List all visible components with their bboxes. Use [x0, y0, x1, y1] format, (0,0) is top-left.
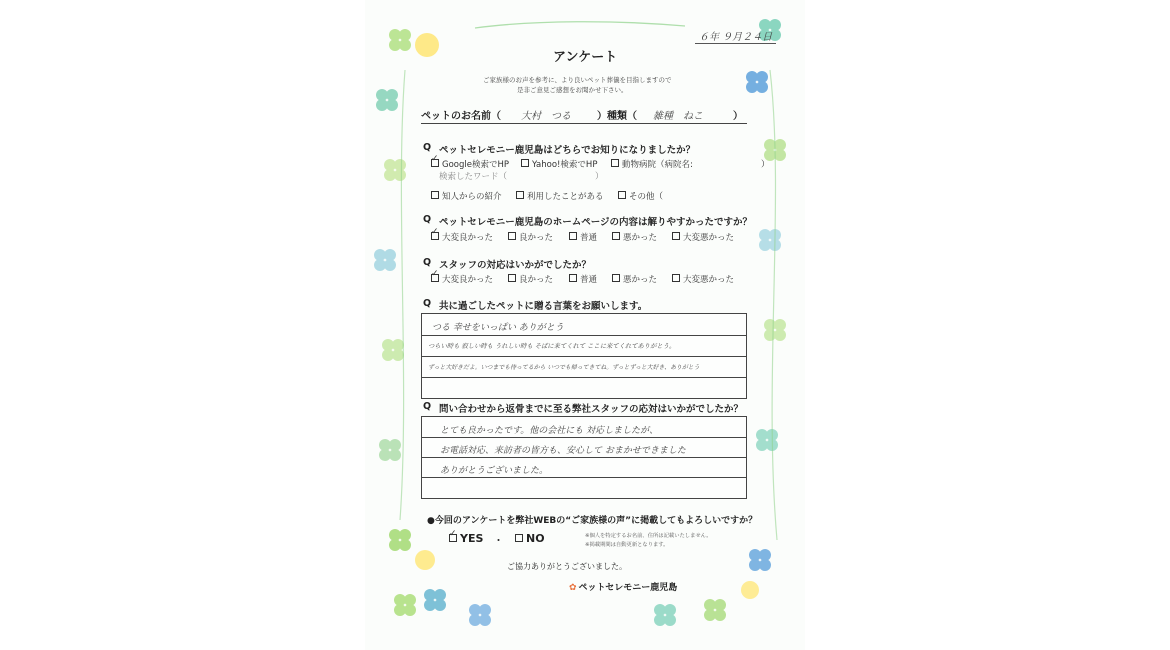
- intro-line-2: 是非ご意見ご感想をお聞かせ下さい。: [517, 86, 628, 94]
- q1-search-word: 検索したワード（: [439, 172, 508, 182]
- checkbox[interactable]: [569, 232, 577, 240]
- pet-name-value: 大村 つる: [521, 111, 571, 122]
- q3-question: スタッフの対応はいかがでしたか？: [439, 260, 592, 271]
- clover-icon: [764, 319, 786, 341]
- q1-option-close: ）: [761, 160, 770, 170]
- vine-decoration: [475, 22, 685, 28]
- q3-marker: Q: [423, 257, 432, 268]
- q5-marker: Q: [423, 401, 432, 412]
- checkbox[interactable]: [515, 534, 523, 542]
- q2-option[interactable]: 良かった: [508, 231, 553, 243]
- flower-icon: [741, 581, 759, 599]
- checkbox[interactable]: [431, 274, 439, 282]
- q1-option[interactable]: その他（: [618, 190, 663, 202]
- checkbox[interactable]: [672, 232, 680, 240]
- clover-icon: [379, 439, 401, 461]
- checkbox[interactable]: [508, 274, 516, 282]
- message-line-2: つらい時も 寂しい時も うれしい時も そばに来てくれて ここに来てくれてありがとう。: [428, 343, 676, 350]
- clover-icon: [382, 339, 404, 361]
- clover-icon: [469, 604, 491, 626]
- paw-icon: ✿: [569, 583, 577, 593]
- q2-option[interactable]: 大変悪かった: [672, 231, 734, 243]
- clover-icon: [389, 29, 411, 51]
- checkbox[interactable]: [612, 232, 620, 240]
- checkbox[interactable]: [612, 274, 620, 282]
- q1-option[interactable]: 動物病院（病院名:: [611, 158, 693, 170]
- feedback-line-3: ありがとうございました。: [440, 466, 549, 476]
- q1-option[interactable]: Yahoo!検索でHP: [521, 158, 597, 170]
- pet-name-label: ペットのお名前（: [421, 111, 501, 122]
- q2-question: ペットセレモニー鹿児島のホームページの内容は解りやすかったですか？: [439, 217, 753, 228]
- q2-option[interactable]: 悪かった: [612, 231, 657, 243]
- clover-icon: [654, 604, 676, 626]
- feedback-line-2: お電話対応、来訪者の皆方も、安心して おまかせできました: [440, 446, 686, 456]
- checkbox[interactable]: [672, 274, 680, 282]
- checkbox[interactable]: [611, 159, 619, 167]
- clover-icon: [394, 594, 416, 616]
- flower-icon: [415, 550, 435, 570]
- q3-option[interactable]: 普通: [569, 273, 597, 285]
- clover-icon: [746, 71, 768, 93]
- q2-marker: Q: [423, 214, 432, 225]
- feedback-line-1: とても良かったです。他の会社にも 対応しましたが、: [440, 426, 659, 436]
- q4-question: 共に過ごしたペットに贈る言葉をお願いします。: [439, 301, 648, 312]
- clover-icon: [424, 589, 446, 611]
- publish-no[interactable]: NO: [515, 532, 545, 545]
- clover-icon: [376, 89, 398, 111]
- q1-marker: Q: [423, 142, 432, 153]
- intro-line-1: ご家族様のお声を参考に、より良いペット葬儀を目指しますので: [483, 76, 672, 84]
- q5-question: 問い合わせから返骨までに至る弊社スタッフの応対はいかがでしたか？: [439, 404, 744, 415]
- q1-option[interactable]: 知人からの紹介: [431, 190, 502, 202]
- page-title: アンケート: [553, 50, 618, 65]
- publish-question: ●今回のアンケートを弊社WEBの“ご家族様の声”に掲載してもよろしいですか？: [427, 516, 758, 526]
- checkbox[interactable]: [516, 191, 524, 199]
- message-line-1: つる 幸せをいっぱい ありがとう: [432, 323, 564, 333]
- q3-option[interactable]: 大変悪かった: [672, 273, 734, 285]
- checkbox[interactable]: [449, 534, 457, 542]
- q2-option[interactable]: 普通: [569, 231, 597, 243]
- message-line-3: ずっと大好きだよ。いつまでも待ってるから いつでも帰ってきてね。ずっとずっと大好き、ありがとう: [428, 365, 700, 371]
- clover-icon: [389, 529, 411, 551]
- pet-info-row: [421, 107, 747, 124]
- clover-icon: [384, 159, 406, 181]
- q3-option[interactable]: 良かった: [508, 273, 553, 285]
- q3-option[interactable]: ✓大変良かった: [431, 273, 493, 285]
- checkbox[interactable]: [618, 191, 626, 199]
- clover-icon: [759, 229, 781, 251]
- clover-icon: [749, 549, 771, 571]
- thanks-message: ご協力ありがとうございました。: [507, 562, 627, 571]
- staff-feedback-box[interactable]: [421, 416, 747, 499]
- checkbox[interactable]: [521, 159, 529, 167]
- publish-yes[interactable]: ✓YES: [449, 532, 483, 545]
- q4-marker: Q: [423, 298, 432, 309]
- checkbox[interactable]: [431, 191, 439, 199]
- q1-search-close: ）: [595, 172, 604, 182]
- message-box[interactable]: [421, 313, 747, 399]
- pet-info-close: ）: [733, 111, 743, 122]
- q1-question: ペットセレモニー鹿児島はどちらでお知りになりましたか？: [439, 145, 696, 156]
- q3-option[interactable]: 悪かった: [612, 273, 657, 285]
- vine-decoration: [400, 70, 405, 520]
- brand-logo: ✿ ペットセレモニー鹿児島: [569, 583, 678, 593]
- pet-type-value: 雑種 ねこ: [653, 111, 703, 122]
- q1-option[interactable]: ✓Google検索でHP: [431, 158, 509, 170]
- q1-option[interactable]: 利用したことがある: [516, 190, 604, 202]
- flower-icon: [415, 33, 439, 57]
- survey-sheet: [365, 0, 805, 650]
- checkbox[interactable]: [431, 232, 439, 240]
- publish-note-2: ※掲載期間は自動更新となります。: [585, 542, 669, 548]
- checkbox[interactable]: [508, 232, 516, 240]
- clover-icon: [756, 429, 778, 451]
- checkbox[interactable]: [431, 159, 439, 167]
- pet-type-label: ）種類（: [597, 111, 637, 122]
- date-field: ６年 ９月２４日: [695, 28, 776, 44]
- q2-option[interactable]: ✓大変良かった: [431, 231, 493, 243]
- checkbox[interactable]: [569, 274, 577, 282]
- clover-icon: [704, 599, 726, 621]
- publish-note-1: ※個人を特定するお名前、住所は記載いたしません。: [585, 533, 712, 539]
- clover-icon: [374, 249, 396, 271]
- publish-separator: ・: [493, 534, 504, 547]
